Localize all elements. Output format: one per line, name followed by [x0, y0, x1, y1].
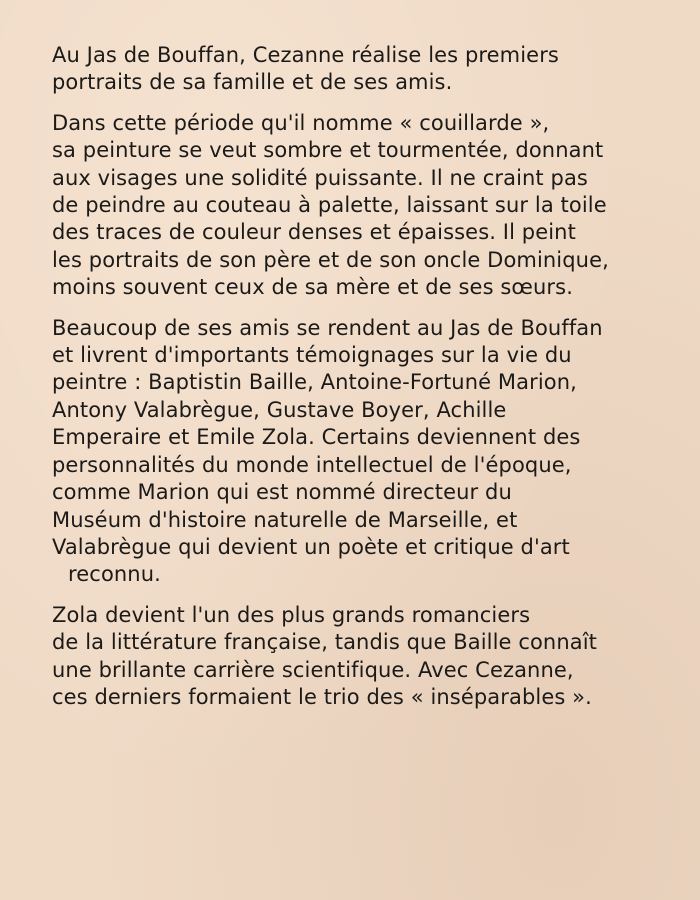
text-line: sa peinture se veut sombre et tourmentée, donnant: [52, 138, 604, 163]
text-line: une brillante carrière scientifique. Avec Cezanne,: [52, 657, 574, 682]
text-line: Beaucoup de ses amis se rendent au Jas de Bouffan: [52, 315, 603, 340]
text-line: peintre : Baptistin Baille, Antoine-Fortuné Marion,: [52, 370, 577, 395]
text-block: [52, 42, 692, 724]
text-line: portraits de sa famille et de ses amis.: [52, 70, 453, 95]
text-line: Dans cette période qu'il nomme « couillarde »,: [52, 110, 550, 135]
text-line: aux visages une solidité puissante. Il ne craint pas: [52, 165, 588, 190]
text-line: moins souvent ceux de sa mère et de ses sœurs.: [52, 275, 573, 300]
text-line: comme Marion qui est nommé directeur du: [52, 480, 512, 505]
text-line: Valabrègue qui devient un poète et critique d'art: [52, 534, 570, 559]
text-line: de peindre au couteau à palette, laissant sur la toile: [52, 193, 607, 218]
text-line: Zola devient l'un des plus grands romanciers: [52, 602, 531, 627]
text-line: Muséum d'histoire naturelle de Marseille, et: [52, 507, 518, 532]
text-line: Au Jas de Bouffan, Cezanne réalise les premiers: [52, 43, 559, 67]
text-line: reconnu.: [68, 562, 161, 587]
paragraph-intro: [52, 42, 692, 97]
text-line: les portraits de son père et de son oncle Dominique,: [52, 247, 609, 272]
text-line: Antony Valabrègue, Gustave Boyer, Achille: [52, 397, 507, 422]
text-line: et livrent d'importants témoignages sur la vie du: [52, 343, 572, 368]
paragraph-couillarde-period: [52, 110, 692, 302]
text-line: ces derniers formaient le trio des « inséparables ».: [52, 684, 592, 709]
text-line: de la littérature française, tandis que Baille connaît: [52, 630, 597, 655]
paragraph-inseparables: [52, 602, 692, 712]
text-line: personnalités du monde intellectuel de l'époque,: [52, 452, 572, 477]
paragraph-friends: [52, 315, 692, 589]
text-line: Emperaire et Emile Zola. Certains deviennent des: [52, 425, 581, 450]
text-line: des traces de couleur denses et épaisses. Il peint: [52, 220, 576, 245]
